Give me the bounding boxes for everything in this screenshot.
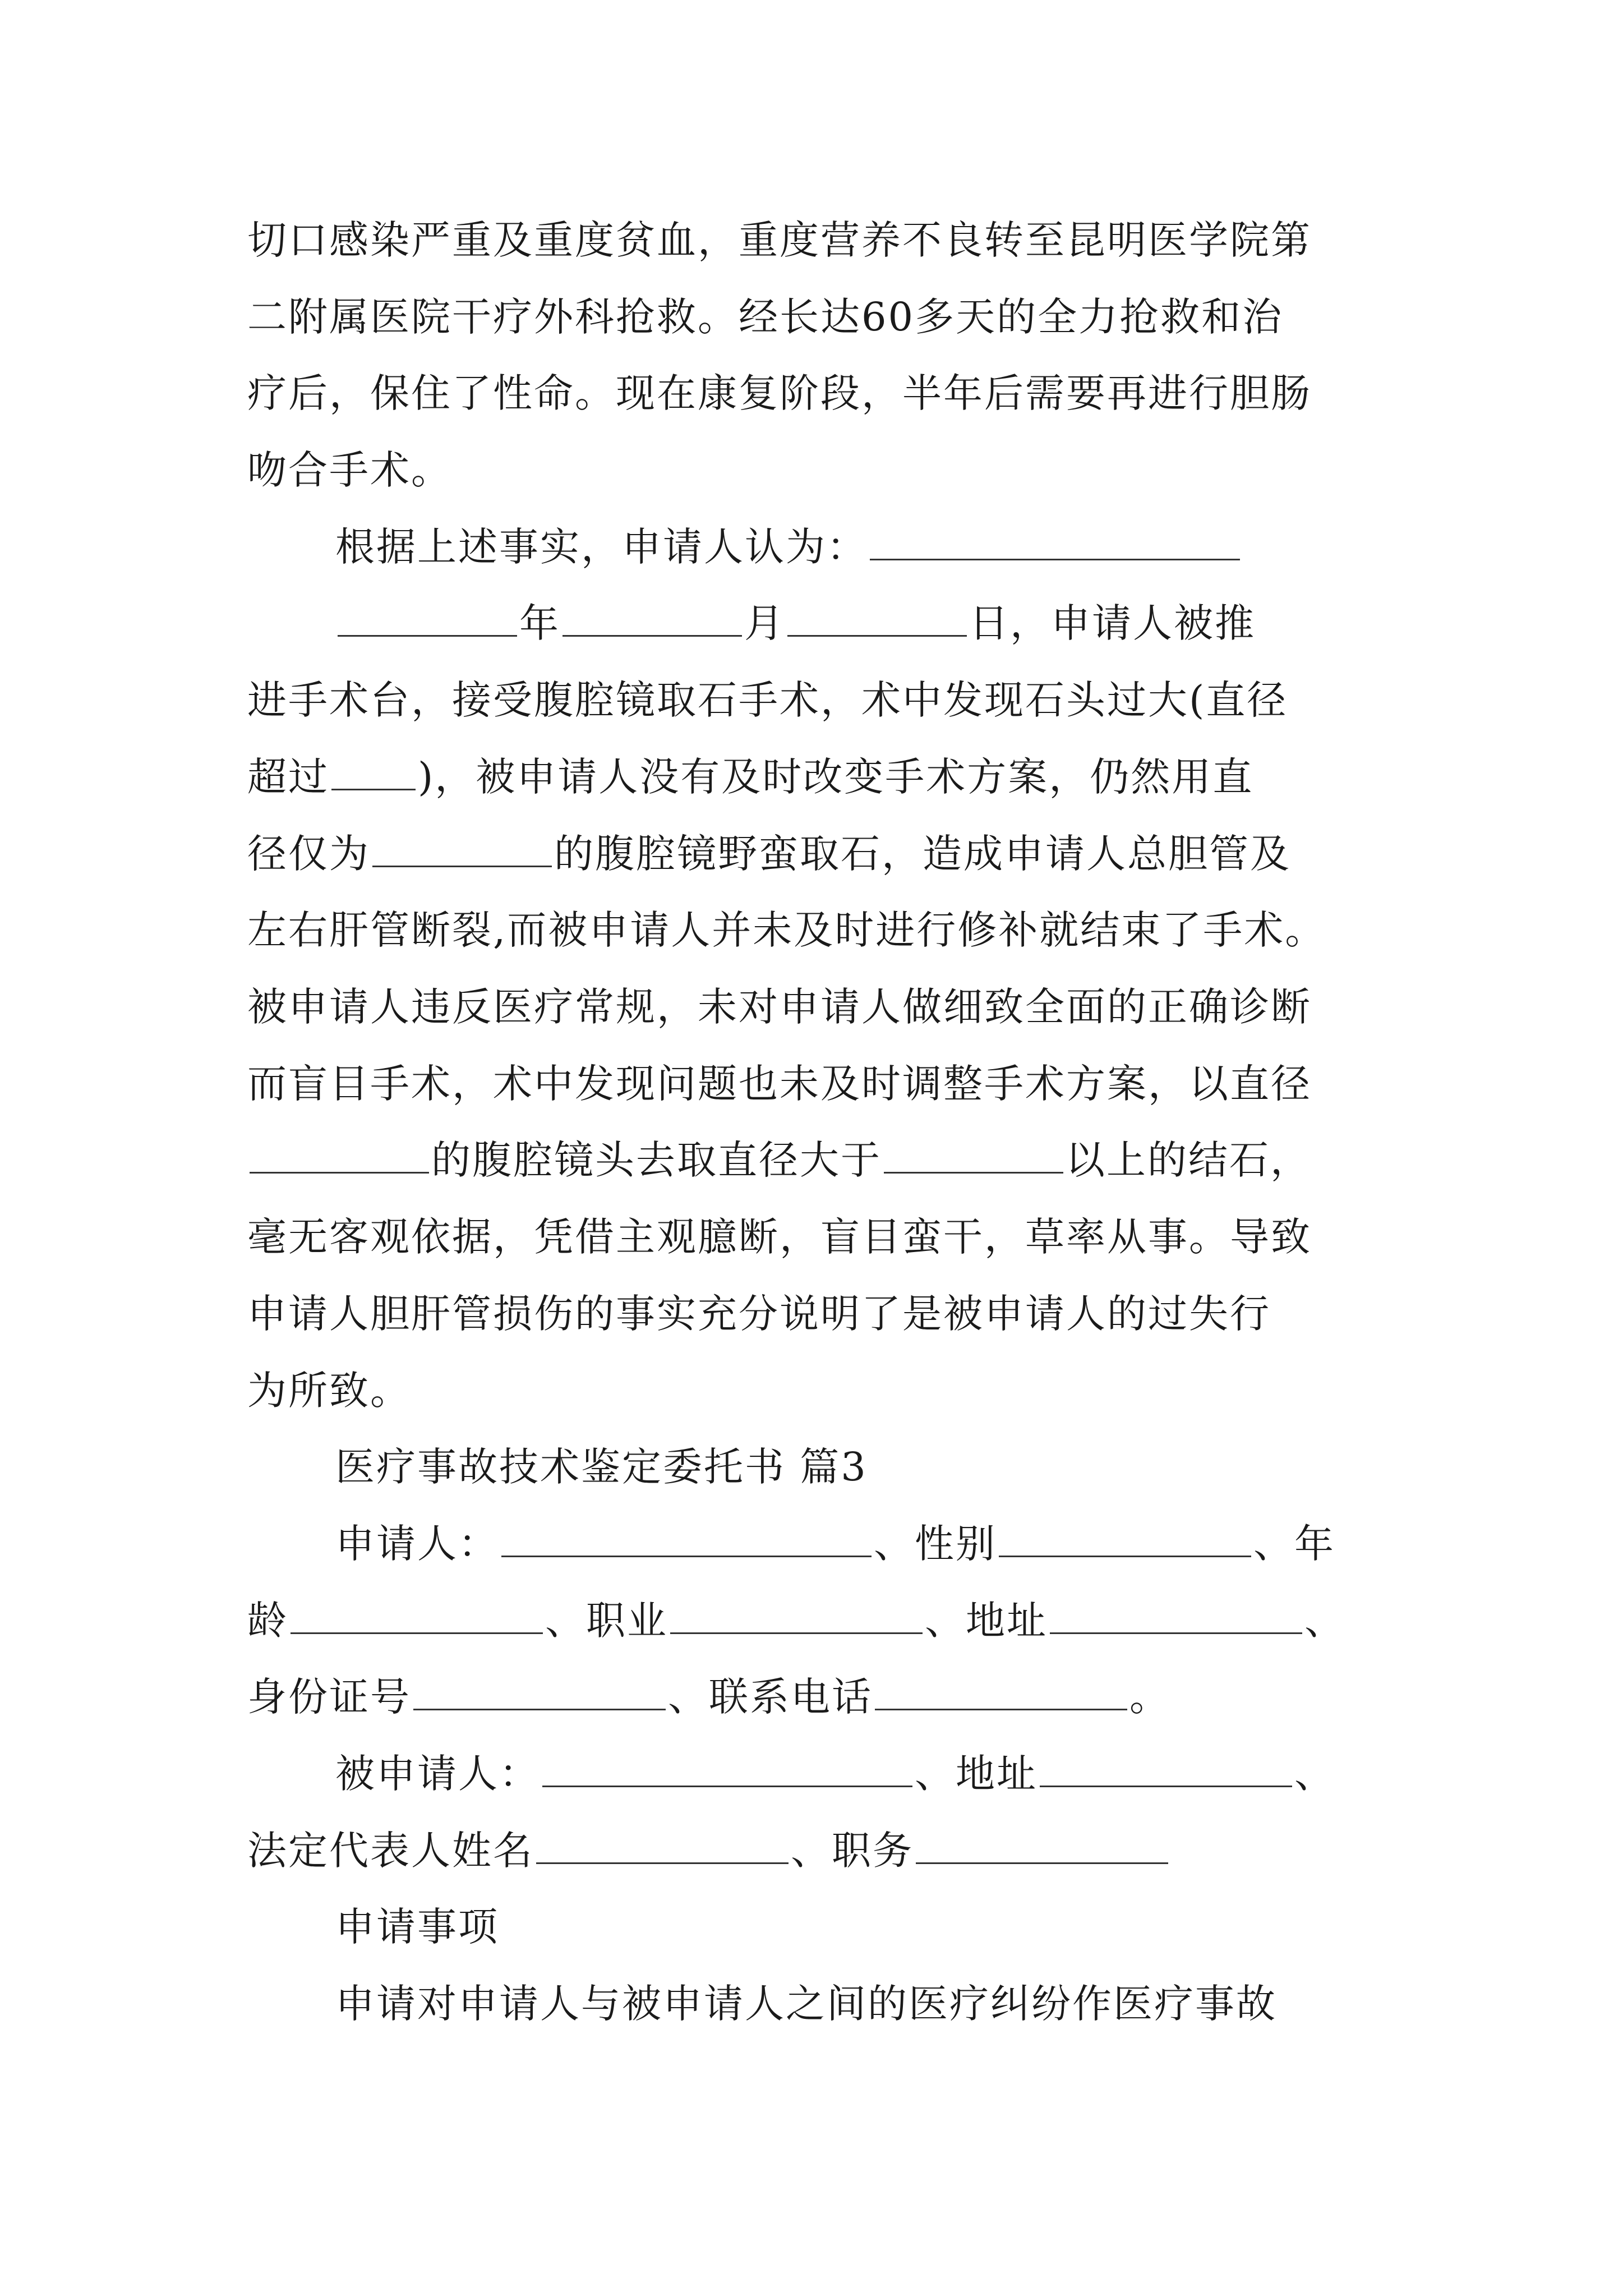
text-line xyxy=(247,752,1253,802)
text-line: 毫无客观依据，凭借主观臆断，盲目蛮干，草率从事。导致 xyxy=(247,1214,1312,1260)
year-blank[interactable] xyxy=(338,600,517,637)
text-fragment: 以上的结石， xyxy=(1066,1137,1311,1183)
text-line xyxy=(247,1135,1311,1185)
text-line: 进手术台，接受腹腔镜取石手术，术中发现石头过大(直径 xyxy=(247,677,1288,723)
text-line: 吻合手术。 xyxy=(247,447,452,493)
scope-diameter-blank[interactable] xyxy=(372,831,552,867)
text-fragment: )，被申请人没有及时改变手术方案，仍然用直 xyxy=(418,754,1254,800)
day-blank[interactable] xyxy=(787,600,967,637)
age-label: 、年 xyxy=(1253,1521,1335,1567)
text-line: 左右肝管断裂,而被申请人并未及时进行修补就结束了手术。 xyxy=(247,907,1326,953)
address-label: 、地址 xyxy=(925,1598,1048,1644)
job-blank[interactable] xyxy=(670,1598,923,1634)
conclusion-line xyxy=(335,522,1242,572)
job-label: 、职业 xyxy=(545,1598,668,1644)
applicant-label: 申请人： xyxy=(335,1521,499,1567)
address-label: 、地址 xyxy=(915,1751,1038,1797)
phone-label: 、联系电话 xyxy=(668,1674,873,1720)
year-label: 年 xyxy=(519,600,560,646)
gender-blank[interactable] xyxy=(999,1521,1251,1557)
phone-blank[interactable] xyxy=(875,1674,1127,1710)
text-line xyxy=(247,829,1291,879)
day-label: 日，申请人被推 xyxy=(969,600,1256,646)
section-title: 医疗事故技术鉴定委托书 篇3 xyxy=(335,1444,868,1490)
text-fragment: 径仅为 xyxy=(247,831,370,877)
matters-title: 申请事项 xyxy=(335,1904,499,1950)
lens-diameter-blank[interactable] xyxy=(250,1137,429,1174)
text-fragment: 的腹腔镜野蛮取石，造成申请人总胆管及 xyxy=(554,831,1291,877)
separator: 、 xyxy=(1304,1598,1345,1644)
text-line: 被申请人违反医疗常规，未对申请人做细致全面的正确诊断 xyxy=(247,984,1312,1030)
gender-label: 、性别 xyxy=(874,1521,997,1567)
stone-diameter-blank[interactable] xyxy=(884,1137,1063,1174)
separator: 。 xyxy=(1129,1674,1170,1720)
month-label: 月 xyxy=(744,600,785,646)
rep-label: 法定代表人姓名 xyxy=(247,1828,534,1874)
respondent-line xyxy=(335,1749,1335,1799)
id-label: 身份证号 xyxy=(247,1674,411,1720)
applicant-name-blank[interactable] xyxy=(501,1521,872,1557)
respondent-name-blank[interactable] xyxy=(542,1751,912,1787)
applicant-line xyxy=(247,1672,1170,1722)
text-line: 疗后，保住了性命。现在康复阶段，半年后需要再进行胆肠 xyxy=(247,370,1312,416)
conclusion-blank[interactable] xyxy=(870,524,1240,560)
id-blank[interactable] xyxy=(413,1674,666,1710)
respondent-label: 被申请人： xyxy=(335,1751,540,1797)
text-fragment: 的腹腔镜头去取直径大于 xyxy=(431,1137,882,1183)
age-blank[interactable] xyxy=(291,1598,543,1634)
matters-text: 申请对申请人与被申请人之间的医疗纠纷作医疗事故 xyxy=(335,1981,1277,2027)
text-line: 而盲目手术，术中发现问题也未及时调整手术方案，以直径 xyxy=(247,1061,1312,1107)
respondent-address-blank[interactable] xyxy=(1040,1751,1292,1787)
separator: 、 xyxy=(1294,1751,1335,1797)
text-fragment: 超过 xyxy=(247,754,329,800)
date-line xyxy=(335,598,1256,648)
applicant-line xyxy=(335,1519,1335,1569)
applicant-line xyxy=(247,1595,1345,1646)
age-label: 龄 xyxy=(247,1598,288,1644)
respondent-line xyxy=(247,1825,1170,1876)
text-line: 申请人胆肝管损伤的事实充分说明了是被申请人的过失行 xyxy=(247,1291,1271,1337)
diameter-blank[interactable] xyxy=(331,754,416,790)
address-blank[interactable] xyxy=(1050,1598,1302,1634)
text-line: 为所致。 xyxy=(247,1368,411,1414)
text-line: 切口感染严重及重度贫血，重度营养不良转至昆明医学院第 xyxy=(247,217,1312,263)
conclusion-label: 根据上述事实，申请人认为： xyxy=(335,524,868,570)
position-blank[interactable] xyxy=(916,1828,1168,1864)
month-blank[interactable] xyxy=(562,600,742,637)
text-line: 二附属医院干疗外科抢救。经长达60多天的全力抢救和治 xyxy=(247,294,1284,340)
position-label: 、职务 xyxy=(791,1828,914,1874)
rep-blank[interactable] xyxy=(536,1828,789,1864)
